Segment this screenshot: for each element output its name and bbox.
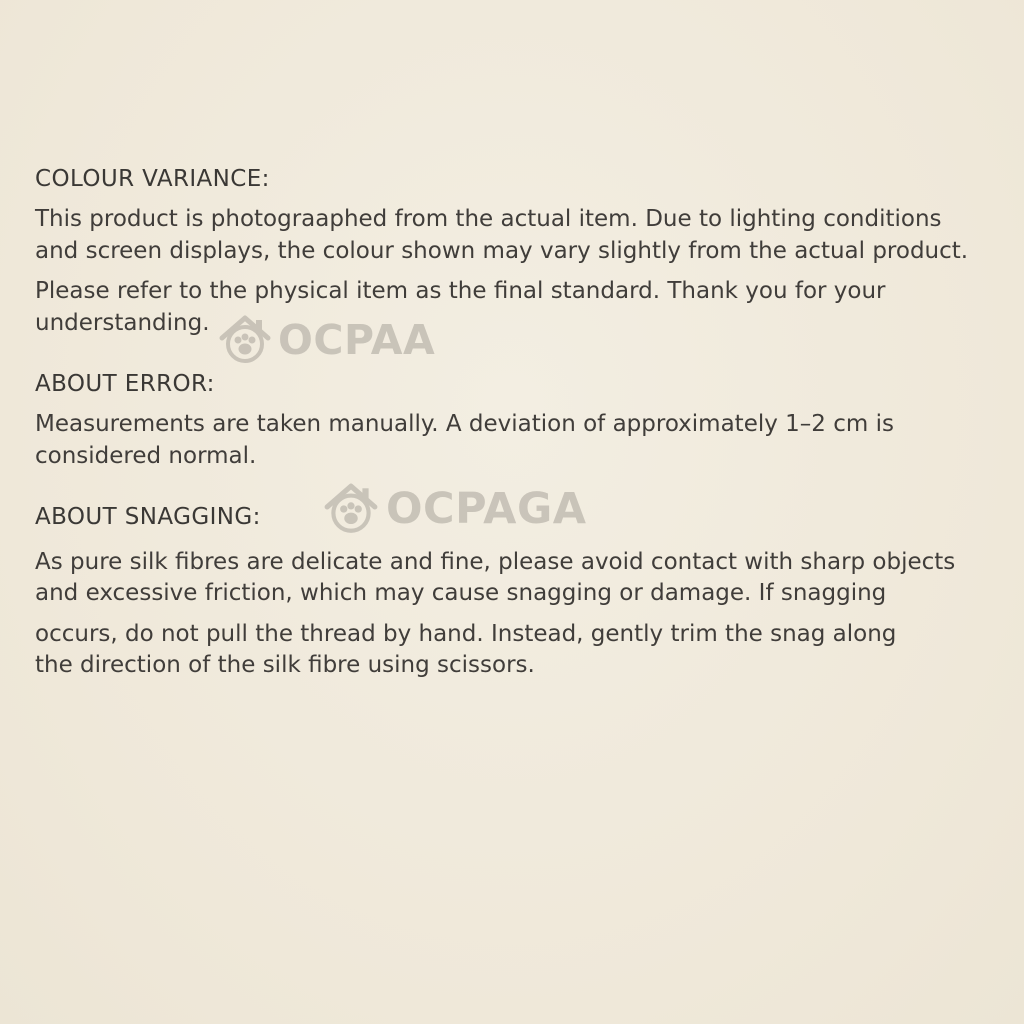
colour-variance-line-3: Please refer to the physical item as the final standard. Thank you for your [35, 278, 886, 304]
watermark-ocpaa [216, 312, 435, 368]
about-snagging-line-2: and excessive friction, which may cause snagging or damage. If snagging [35, 580, 887, 606]
watermark-text: OCPAGA [386, 484, 587, 534]
colour-variance-heading: COLOUR VARIANCE: [35, 166, 270, 192]
watermark-text: OCPAA [278, 316, 436, 364]
about-snagging-line-4: the direction of the silk fibre using scissors. [35, 652, 535, 678]
about-snagging-heading: ABOUT SNAGGING: [35, 504, 261, 530]
about-error-heading: ABOUT ERROR: [35, 371, 215, 397]
colour-variance-line-4: understanding. [35, 310, 210, 336]
colour-variance-line-1: This product is photograaphed from the actual item. Due to lighting conditions [35, 206, 942, 232]
about-error-line-2: considered normal. [35, 443, 257, 469]
watermark-ocpaga [320, 480, 587, 538]
about-error-line-1: Measurements are taken manually. A deviation of approximately 1–2 cm is [35, 411, 894, 437]
about-snagging-line-1: As pure silk fibres are delicate and fine, please avoid contact with sharp objects [35, 549, 956, 575]
house-paw-logo-icon [216, 312, 274, 368]
about-snagging-line-3: occurs, do not pull the thread by hand. Instead, gently trim the snag along [35, 621, 897, 647]
house-paw-logo-icon [320, 480, 382, 538]
colour-variance-line-2: and screen displays, the colour shown may vary slightly from the actual product. [35, 238, 969, 264]
